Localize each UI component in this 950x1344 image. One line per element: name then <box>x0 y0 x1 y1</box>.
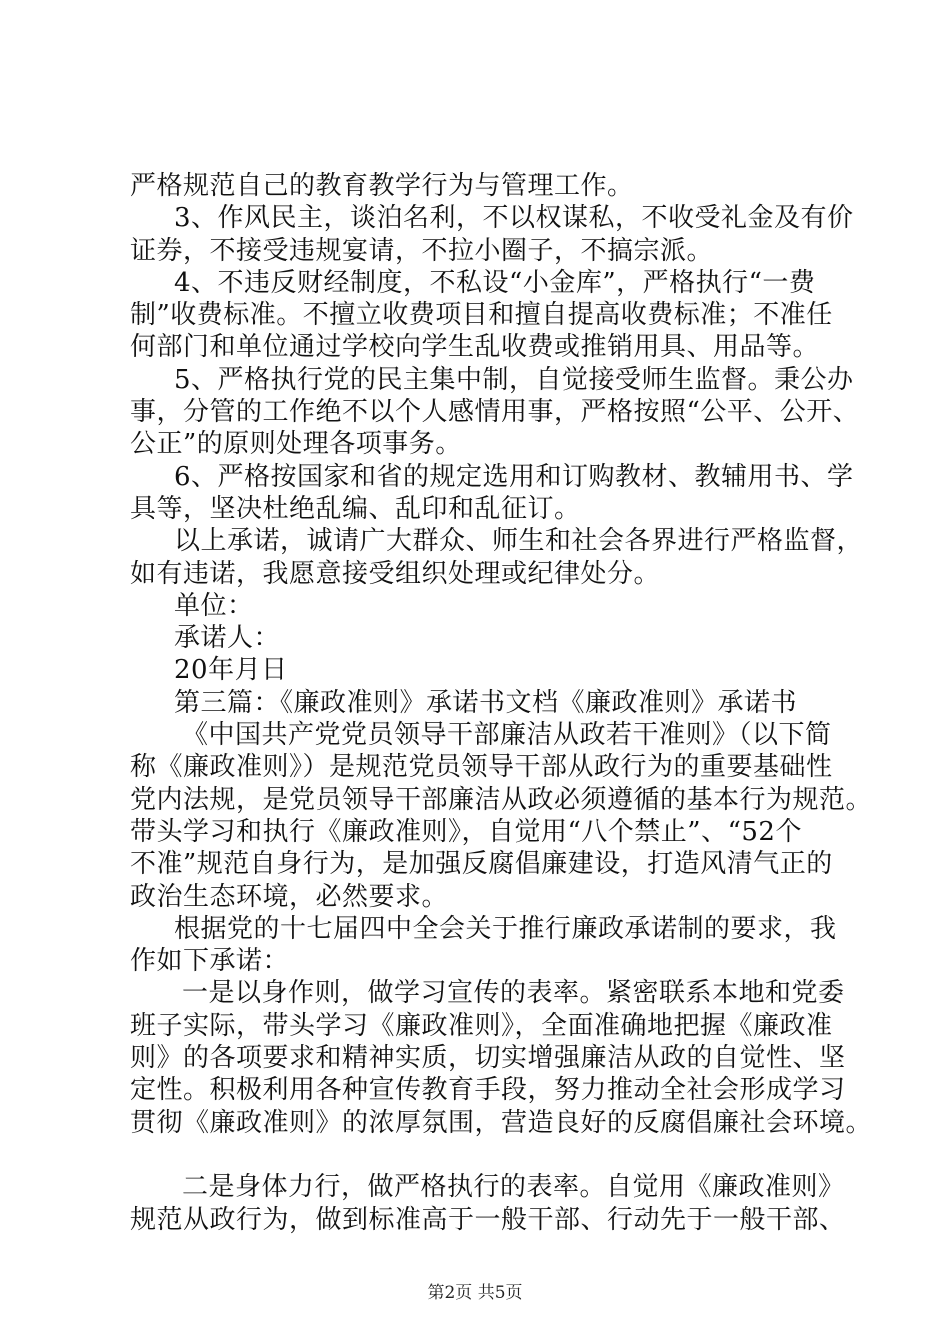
text-line: 具等，坚决杜绝乱编、乱印和乱征订。 <box>130 493 581 524</box>
text-line: 则》的各项要求和精神实质，切实增强廉洁从政的自觉性、坚 <box>130 1043 846 1074</box>
page-number-footer: 第2页 共5页 <box>427 1283 523 1303</box>
text-line: 严格规范自己的教育教学行为与管理工作。 <box>130 171 634 201</box>
document-body <box>130 170 873 1236</box>
text-line: 以上承诺，诚请广大群众、师生和社会各界进行严格监督， <box>174 526 864 557</box>
text-line: 政治生态环境，必然要求。 <box>130 881 449 912</box>
section-heading: 第三篇：《廉政准则》承诺书文档《廉政准则》承诺书 <box>174 687 798 718</box>
text-line: 何部门和单位通过学校向学生乱收费或推销用具、用品等。 <box>130 332 820 363</box>
text-line: 不准”规范自身行为，是加强反腐倡廉建设，打造风清气正的 <box>130 849 833 880</box>
text-line: 规范从政行为，做到标准高于一般干部、行动先于一般干部、 <box>130 1204 846 1235</box>
blank-line <box>130 1139 835 1171</box>
text-line: 称《廉政准则》）是规范党员领导干部从政行为的重要基础性 <box>130 752 833 783</box>
text-line: 二是身体力行，做严格执行的表率。自觉用《廉政准则》 <box>182 1172 845 1203</box>
text-line: 6、严格按国家和省的规定选用和订购教材、教辅用书、学 <box>174 461 854 492</box>
text-line: 事，分管的工作绝不以个人感情用事，严格按照“公平、公开、 <box>130 397 860 428</box>
text-line: 如有违诺，我愿意接受组织处理或纪律处分。 <box>130 558 661 589</box>
text-line: 贯彻《廉政准则》的浓厚氛围，营造良好的反腐倡廉社会环境。 <box>130 1107 873 1138</box>
text-line: 党内法规，是党员领导干部廉洁从政必须遵循的基本行为规范。 <box>130 784 873 815</box>
text-line: 作如下承诺： <box>130 946 290 977</box>
text-line: 4、不违反财经制度，不私设“小金库”，严格执行“一费 <box>174 267 816 298</box>
signature-date-label: 20年月日 <box>174 655 288 686</box>
signature-unit-label: 单位： <box>174 590 254 621</box>
text-line: 带头学习和执行《廉政准则》，自觉用“八个禁止”、“52个 <box>130 816 802 847</box>
text-line: 制”收费标准。不擅立收费项目和擅自提高收费标准；不准任 <box>130 300 833 331</box>
text-line: 3、作风民主，谈泊名利，不以权谋私，不收受礼金及有价 <box>174 203 854 234</box>
text-line: 5、严格执行党的民主集中制，自觉接受师生监督。秉公办 <box>174 364 854 395</box>
signature-person-label: 承诺人： <box>174 623 281 654</box>
text-line: 公正”的原则处理各项事务。 <box>130 429 462 460</box>
text-line: 根据党的十七届四中全会关于推行廉政承诺制的要求，我 <box>174 913 837 944</box>
text-line: 《中国共产党党员领导干部廉洁从政若干准则》（以下简 <box>182 720 832 751</box>
text-line: 一是以身作则，做学习宣传的表率。紧密联系本地和党委 <box>182 978 845 1009</box>
text-line: 定性。积极利用各种宣传教育手段，努力推动全社会形成学习 <box>130 1075 846 1106</box>
text-line: 班子实际，带头学习《廉政准则》，全面准确地把握《廉政准 <box>130 1010 833 1041</box>
text-line: 证券，不接受违规宴请，不拉小圈子，不搞宗派。 <box>130 235 714 266</box>
